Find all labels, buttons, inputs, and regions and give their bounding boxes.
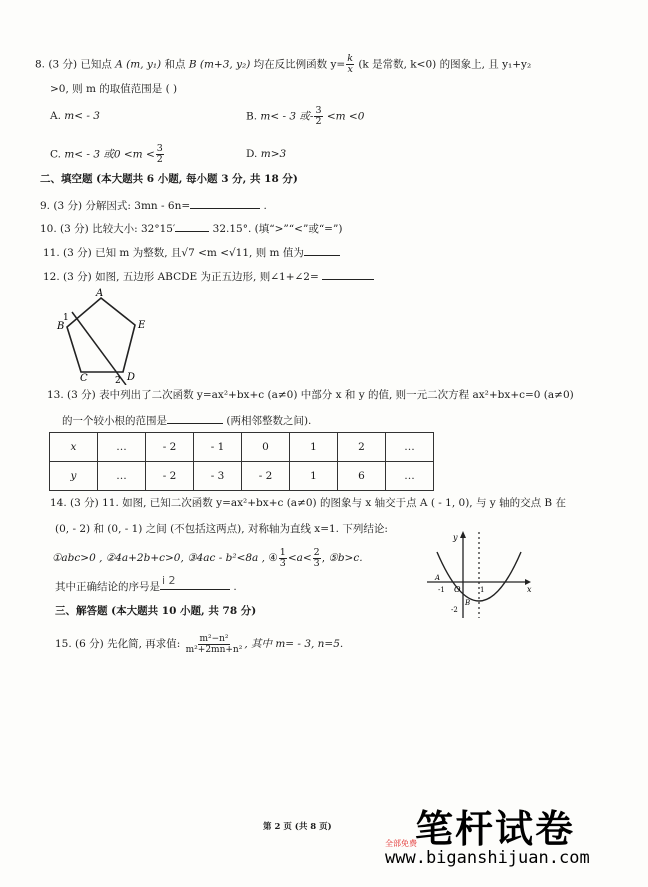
conclusion-4-text: <a< xyxy=(287,552,312,564)
option-label: D. xyxy=(246,148,261,160)
point-a-label: A xyxy=(435,574,441,582)
fraction-one-third xyxy=(279,548,287,569)
q15-text: , 其中 m= - 3, n=5. xyxy=(244,638,344,650)
table-row-x xyxy=(50,433,434,462)
watermark-free-badge: 全部免费 xyxy=(385,839,417,848)
tick-neg2-label: -2 xyxy=(451,606,458,614)
angle-2-label: 2 xyxy=(115,376,121,385)
q14-suffix: . xyxy=(233,581,237,593)
q8-line2: >0, 则 m 的取值范围是 ( ) xyxy=(50,83,178,95)
fraction-numerator: m²−n² xyxy=(199,633,229,644)
option-text: m< - 3 或0 <m < xyxy=(64,148,155,161)
q8-point-a: A (m, y₁) xyxy=(115,58,162,71)
vertex-e-label: E xyxy=(138,320,146,331)
section-3-title: 三、解答题 (本大题共 10 小题, 共 78 分) xyxy=(55,605,257,617)
q8-option-d xyxy=(246,148,286,160)
vertex-a-label: A xyxy=(96,288,104,299)
q15-fraction xyxy=(185,634,244,655)
xy-values-table xyxy=(49,432,434,491)
conclusion-4 xyxy=(268,546,326,569)
table-cell: - 1 xyxy=(194,433,242,462)
fraction-numerator: 3 xyxy=(156,143,163,154)
table-cell: … xyxy=(386,462,434,491)
q9-answer-blank[interactable] xyxy=(190,199,260,209)
table-cell: 6 xyxy=(338,462,386,491)
q9 xyxy=(40,199,267,213)
q8-text: 和点 xyxy=(161,58,189,71)
q13-answer-blank[interactable] xyxy=(167,414,223,424)
q12-text: 12. (3 分) 如图, 五边形 ABCDE 为正五边形, 则∠1+∠2= xyxy=(43,271,319,283)
table-cell: - 2 xyxy=(242,462,290,491)
table-cell: y xyxy=(50,462,98,491)
conclusion-2: ②4a+2b+c>0, xyxy=(105,552,184,564)
q14-line1: 14. (3 分) 11. 如图, 已知二次函数 y=ax²+bx+c (a≠0) 的图象与 x 轴交于点 A ( - 1, 0), 与 y 轴的交点 B 在 xyxy=(50,497,566,509)
q8-text: (k 是常数, k<0) 的图象上, 且 y₁+y₂ xyxy=(355,58,532,71)
handwritten-answer: i 2 xyxy=(162,574,176,587)
q10-text: 10. (3 分) 比较大小: 32°15′ xyxy=(40,223,176,235)
fraction-denominator: 3 xyxy=(313,557,320,569)
q14-answer-prompt: 其中正确结论的序号是 xyxy=(55,581,160,593)
q13-text: (两相邻整数之间). xyxy=(226,415,312,427)
q10-answer-blank[interactable] xyxy=(175,222,209,232)
q8-option-b xyxy=(246,106,364,127)
fraction-denominator: 2 xyxy=(315,116,322,127)
q11-text: 11. (3 分) 已知 m 为整数, 且√7 <m <√11, 则 m 值为 xyxy=(43,247,304,259)
fraction-denominator: m²+2mn+n² xyxy=(185,644,243,655)
q13-line1: 13. (3 分) 表中列出了二次函数 y=ax²+bx+c (a≠0) 中部分 x 和 y 的值, 则一元二次方程 ax²+bx+c=0 (a≠0) xyxy=(47,389,574,401)
watermark-url[interactable]: www.biganshijuan.com xyxy=(385,848,590,868)
fraction-denominator: x xyxy=(347,64,353,75)
q15 xyxy=(55,630,343,658)
option-label: A. xyxy=(50,110,65,122)
q14-conclusions xyxy=(52,546,363,570)
conclusion-4-suffix: , xyxy=(321,552,326,564)
table-row-y xyxy=(50,462,434,491)
q14-answer-blank[interactable] xyxy=(160,574,230,590)
q8-option-c xyxy=(50,144,165,165)
table-cell: 1 xyxy=(290,462,338,491)
section-2-title: 二、填空题 (本大题共 6 小题, 每小题 3 分, 共 18 分) xyxy=(40,173,298,185)
q14-answer xyxy=(55,574,237,594)
q8-option-a xyxy=(50,110,100,122)
q13-line2 xyxy=(62,414,311,428)
table-cell: … xyxy=(98,433,146,462)
table-cell: … xyxy=(386,433,434,462)
q9-text: 9. (3 分) 分解因式: 3mn - 6n= xyxy=(40,200,191,212)
q11-answer-blank[interactable] xyxy=(304,246,340,256)
q10-suffix: 32.15°. (填“>”“<”或“=”) xyxy=(209,223,343,235)
table-cell: … xyxy=(98,462,146,491)
q13-text: 的一个较小根的范围是 xyxy=(62,415,167,427)
q8-line1 xyxy=(35,54,531,75)
fraction-numerator: 2 xyxy=(313,546,320,558)
fraction-two-thirds xyxy=(313,548,321,569)
vertex-b-label: B xyxy=(57,321,65,332)
table-cell: - 2 xyxy=(146,462,194,491)
option-text: m< - 3 或- xyxy=(260,110,314,123)
fraction-denominator: 2 xyxy=(156,154,163,165)
table-cell: 0 xyxy=(242,433,290,462)
q8-point-b: B (m+3, y₂) xyxy=(188,58,251,71)
table-cell: x xyxy=(50,433,98,462)
table-cell: 2 xyxy=(338,433,386,462)
fraction-numerator: k xyxy=(347,53,353,64)
q8-text: 8. (3 分) 已知点 xyxy=(35,58,116,71)
y-axis-arrow-icon xyxy=(460,531,466,538)
table-cell: - 3 xyxy=(194,462,242,491)
fraction-numerator: 3 xyxy=(315,105,322,116)
option-text: <m <0 xyxy=(323,110,365,123)
tick-neg1-label: -1 xyxy=(438,586,445,594)
conclusion-4-marker: ④ xyxy=(268,552,278,564)
fraction-denominator: 3 xyxy=(279,557,286,569)
angle-1-label: 1 xyxy=(63,313,69,323)
q14-line2: (0, - 2) 和 (0, - 1) 之间 (不包括这两点), 对称轴为直线 x=1. 下列结论: xyxy=(55,523,388,535)
option-fraction xyxy=(156,144,164,165)
q8-text: 均在反比例函数 y= xyxy=(250,58,346,71)
x-axis-label: x xyxy=(527,585,532,594)
y-axis-label: y xyxy=(453,533,458,542)
option-fraction xyxy=(314,106,322,127)
q12-answer-blank[interactable] xyxy=(322,270,374,280)
option-text: m< - 3 xyxy=(64,110,100,122)
conclusion-1: ①abc>0 , xyxy=(52,552,103,564)
tick-1-label: 1 xyxy=(480,586,485,594)
origin-label: O xyxy=(454,585,461,594)
pentagon-shape xyxy=(67,298,135,372)
page-number: 第 2 页 (共 8 页) xyxy=(263,822,332,832)
table-cell: - 2 xyxy=(146,433,194,462)
parabola-graph xyxy=(425,530,535,620)
q12 xyxy=(43,270,374,284)
conclusion-3: ③4ac - b²<8a , xyxy=(187,552,265,564)
watermark-title: 笔杆试卷 xyxy=(415,807,576,851)
q10 xyxy=(40,222,342,236)
option-label: B. xyxy=(246,110,261,123)
q11 xyxy=(43,246,340,260)
q9-suffix: . xyxy=(263,200,267,212)
pentagon-figure xyxy=(55,285,165,385)
option-text: m>3 xyxy=(260,148,287,160)
fraction-numerator: 1 xyxy=(279,546,286,558)
point-b-label: B xyxy=(465,599,471,607)
vertex-d-label: D xyxy=(127,372,136,383)
vertex-c-label: C xyxy=(80,373,88,384)
q8-fraction xyxy=(346,54,354,75)
q15-text: 15. (6 分) 先化简, 再求值: xyxy=(55,638,184,650)
option-label: C. xyxy=(50,148,65,161)
conclusion-5: ⑤b>c. xyxy=(328,552,363,564)
table-cell: 1 xyxy=(290,433,338,462)
